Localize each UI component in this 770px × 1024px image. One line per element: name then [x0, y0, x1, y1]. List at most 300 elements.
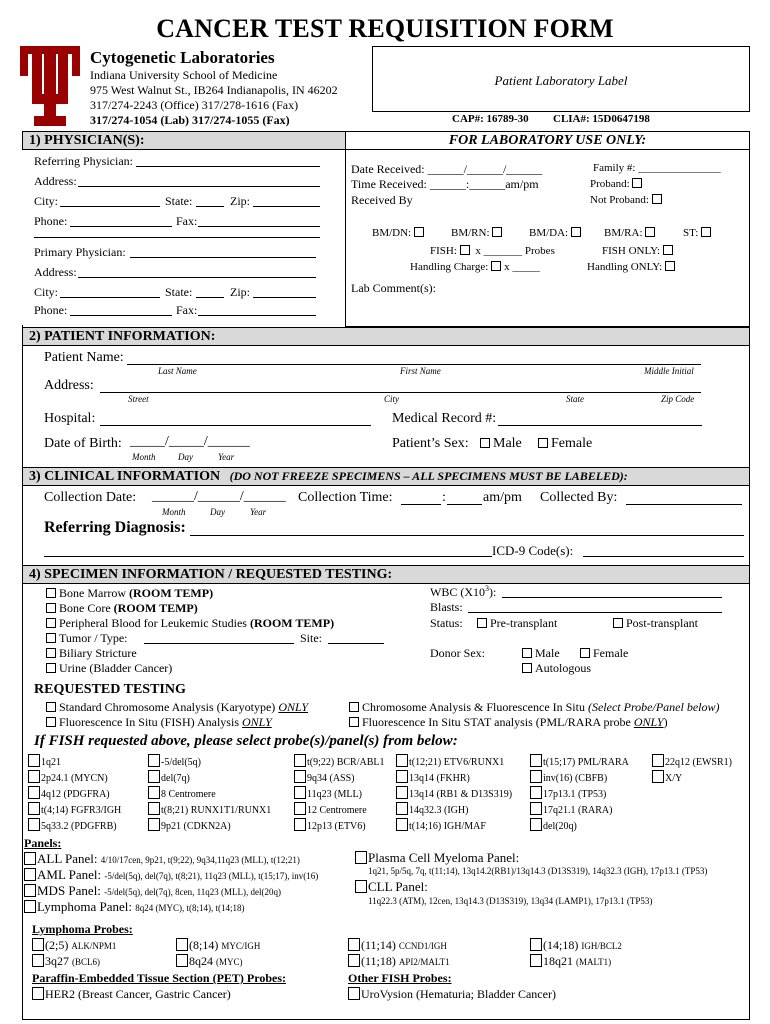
donor-female-checkbox[interactable] [580, 648, 590, 658]
probe-checkbox[interactable] [28, 754, 40, 767]
lp-11-14-probe: CCND1/IGH [398, 941, 447, 951]
probe-label: 9p21 (CDKN2A) [161, 821, 231, 832]
probe-label: 11q23 (MLL) [307, 789, 362, 800]
specimen-section-header: 4) SPECIMEN INFORMATION / REQUESTED TESTING: [22, 565, 750, 584]
donor-female-label: Female [593, 646, 629, 660]
mrn-field[interactable] [498, 425, 702, 426]
probe-checkbox[interactable] [652, 754, 664, 767]
lymphoma-panel-checkbox[interactable] [24, 900, 36, 913]
fish-only-option[interactable] [602, 245, 676, 257]
urovysion-checkbox[interactable] [348, 987, 360, 1000]
probe-checkbox[interactable] [28, 802, 40, 815]
not-proband-checkbox[interactable] [652, 194, 662, 204]
clia-number: CLIA#: 15D0647198 [553, 113, 650, 125]
probe-label: 17q21.1 (RARA) [543, 805, 613, 816]
probe-checkbox[interactable] [396, 754, 408, 767]
male-checkbox[interactable] [480, 438, 490, 448]
probe-label: inv(16) (CBFB) [543, 773, 608, 784]
cll-panel-option[interactable] [355, 879, 428, 895]
probe-checkbox[interactable] [28, 770, 40, 783]
first-name-caption: First Name [400, 366, 441, 376]
probe-label: 12p13 (ETV6) [307, 821, 366, 832]
pcm-panel-label: Plasma Cell Myeloma Panel: [368, 850, 520, 865]
mrn-label: Medical Record #: [392, 411, 497, 426]
probe-checkbox[interactable] [530, 786, 542, 799]
phone2-field[interactable] [70, 315, 172, 316]
bm-da-option[interactable] [529, 227, 584, 239]
lp-11-14-option[interactable] [348, 938, 447, 953]
physician-section-header: 1) PHYSICIAN(S): [22, 131, 346, 150]
fish-stat-only: ONLY [633, 715, 664, 729]
lymphoma-panel-probes: 8q24 (MYC), t(8;14), t(14;18) [135, 903, 245, 913]
probe-checkbox[interactable] [396, 770, 408, 783]
biliary-option[interactable] [46, 646, 137, 661]
donor-sex-label: Donor Sex: [430, 646, 485, 660]
probe-option[interactable] [530, 818, 577, 832]
not-proband-label: Not Proband: [590, 194, 649, 206]
wbc-field[interactable] [502, 597, 722, 598]
patient-label-text: Patient Laboratory Label [494, 73, 628, 88]
date-received[interactable]: Date Received: ______/______/______ [351, 162, 543, 176]
panels-header-text: Panels [24, 836, 58, 850]
address2-label: Address: [34, 265, 77, 279]
female-option[interactable] [538, 436, 592, 452]
city2-label: City: [34, 285, 59, 299]
blood-room-temp: (ROOM TEMP) [249, 616, 335, 630]
her2-option[interactable] [32, 987, 231, 1002]
lymphoma-probes-header-text: Lymphoma Probes [32, 922, 129, 936]
probe-label: 9q34 (ASS) [307, 773, 355, 784]
city2-field[interactable] [60, 297, 160, 298]
dob-month-caption: Month [132, 452, 156, 462]
probe-option[interactable] [294, 770, 355, 784]
probe-checkbox[interactable] [28, 818, 40, 831]
lp-2-5-probe: ALK/NPM1 [71, 941, 117, 951]
probe-option[interactable] [396, 786, 512, 800]
fish-analysis-checkbox[interactable] [46, 717, 56, 727]
referring-physician-field[interactable] [136, 166, 320, 167]
female-label: Female [551, 436, 593, 451]
fish-stat-end: ) [663, 715, 668, 729]
probe-option[interactable] [530, 786, 606, 800]
probe-checkbox[interactable] [396, 818, 408, 831]
all-panel-checkbox[interactable] [24, 852, 36, 865]
patient-label-box[interactable] [372, 46, 750, 112]
donor-female-option[interactable] [580, 646, 628, 661]
blasts-field[interactable] [468, 612, 722, 613]
probe-label: t(15;17) PML/RARA [543, 757, 629, 768]
separator-line [34, 237, 320, 238]
site-field[interactable] [328, 643, 384, 644]
probe-option[interactable] [396, 818, 486, 832]
bone-core-checkbox[interactable] [46, 603, 56, 613]
collected-by-label: Collected By: [540, 490, 618, 505]
patient-section-header: 2) PATIENT INFORMATION: [22, 327, 750, 346]
st-checkbox[interactable] [701, 227, 711, 237]
bm-ra-option[interactable] [604, 227, 658, 239]
iu-logo [20, 46, 80, 130]
probe-checkbox[interactable] [530, 770, 542, 783]
probe-checkbox[interactable] [148, 754, 160, 767]
patient-name-label: Patient Name: [44, 350, 124, 365]
probe-checkbox[interactable] [28, 786, 40, 799]
fax2-field[interactable] [198, 315, 316, 316]
bone-marrow-option[interactable] [46, 586, 213, 601]
lp-2-5-label: (2;5) [45, 938, 69, 952]
all-panel-option[interactable] [24, 851, 300, 867]
lp-18q21-checkbox[interactable] [530, 954, 542, 967]
lp-8-14-probe: MYC/IGH [221, 941, 261, 951]
fish-option[interactable] [430, 245, 555, 257]
patient-name-field[interactable] [127, 364, 701, 365]
probe-option[interactable] [28, 802, 121, 816]
fish-stat-label: Fluorescence In Situ STAT analysis (PML/RARA probe [362, 715, 631, 729]
bm-rn-option[interactable] [451, 227, 505, 239]
bm-da-checkbox[interactable] [571, 227, 581, 237]
bone-marrow-checkbox[interactable] [46, 588, 56, 598]
probe-label: 1q21 [41, 757, 61, 768]
lp-8q24-label: 8q24 [189, 954, 213, 968]
state-field[interactable] [196, 206, 224, 207]
phone-label: Phone: [34, 214, 68, 228]
biliary-checkbox[interactable] [46, 648, 56, 658]
autologous-checkbox[interactable] [522, 663, 532, 673]
state2-label: State: [165, 285, 193, 299]
probe-option[interactable] [294, 802, 367, 816]
probe-option[interactable] [148, 770, 190, 784]
st-label: ST: [683, 227, 699, 239]
referring-physician-label: Referring Physician: [34, 154, 133, 168]
probe-option[interactable] [294, 754, 385, 768]
post-transplant-checkbox[interactable] [613, 618, 623, 628]
probe-option[interactable] [652, 770, 682, 784]
bone-core-option[interactable] [46, 601, 198, 616]
cll-panel-probes: 11q22.3 (ATM), 12cen, 13q14.3 (D13S319), 13q34 (LAMP1), 17p13.1 (TP53) [368, 896, 653, 906]
probe-option[interactable] [652, 754, 732, 768]
collection-time-sep: : [442, 490, 446, 505]
probe-option[interactable] [294, 818, 366, 832]
probe-option[interactable] [28, 786, 110, 800]
probe-option[interactable] [28, 770, 108, 784]
urine-checkbox[interactable] [46, 663, 56, 673]
lp-8-14-option[interactable] [176, 938, 260, 953]
probe-label: 2p24.1 (MYCN) [41, 773, 108, 784]
bone-marrow-label: Bone Marrow [59, 586, 126, 600]
chrom-fish-option[interactable] [349, 700, 720, 715]
lp-11-14-label: (11;14) [361, 938, 396, 952]
donor-male-checkbox[interactable] [522, 648, 532, 658]
bm-dn-label: BM/DN: [372, 227, 412, 239]
last-name-caption: Last Name [158, 366, 197, 376]
patient-address-field[interactable] [100, 392, 701, 393]
panels-header: Panels: [24, 836, 62, 850]
bm-rn-label: BM/RN: [451, 227, 490, 239]
collected-by-field[interactable] [626, 504, 742, 505]
probe-checkbox[interactable] [530, 754, 542, 767]
urine-option[interactable] [46, 661, 172, 676]
fish-probes-header: If FISH requested above, please select probe(s)/panel(s) from below: [34, 733, 458, 749]
probe-label: del(20q) [543, 821, 577, 832]
probe-option[interactable] [396, 802, 468, 816]
cll-panel-checkbox[interactable] [355, 880, 367, 893]
probe-option[interactable] [28, 754, 61, 768]
probe-checkbox[interactable] [294, 802, 306, 815]
lp-11-18-probe: API2/MALT1 [398, 957, 450, 967]
lp-18q21-label: 18q21 [543, 954, 573, 968]
lab-use-header: FOR LABORATORY USE ONLY: [345, 131, 750, 150]
fax-field[interactable] [198, 226, 320, 227]
diagnosis-label-text: Referring Diagnosis [44, 519, 181, 536]
fish-only-checkbox[interactable] [663, 245, 673, 255]
lp-8q24-checkbox[interactable] [176, 954, 188, 967]
clinical-note: (DO NOT FREEZE SPECIMENS – ALL SPECIMENS MUST BE LABELED): [229, 469, 628, 483]
probe-checkbox[interactable] [396, 786, 408, 799]
donor-male-label: Male [535, 646, 560, 660]
urovysion-option[interactable] [348, 987, 556, 1002]
blood-option[interactable] [46, 616, 334, 631]
address2-field[interactable] [78, 277, 316, 278]
received-by[interactable]: Received By [351, 193, 413, 207]
lp-8q24-option[interactable] [176, 954, 243, 969]
dob-year-caption: Year [218, 452, 235, 462]
tumor-checkbox[interactable] [46, 633, 56, 643]
clinical-header-text: 3) CLINICAL INFORMATION [29, 469, 221, 484]
city-caption: City [384, 394, 399, 404]
probe-checkbox[interactable] [530, 818, 542, 831]
lymphoma-panel-label: Lymphoma Panel: [37, 899, 132, 914]
wbc-label [430, 584, 496, 600]
st-option[interactable] [683, 227, 714, 239]
lp-14-18-checkbox[interactable] [530, 938, 542, 951]
female-checkbox[interactable] [538, 438, 548, 448]
lp-14-18-probe: IGH/BCL2 [581, 941, 622, 951]
other-probes-header: Other FISH Probes: [348, 971, 452, 985]
lab-address: 975 West Walnut St., IB264 Indianapolis, IN 46202 [90, 83, 338, 97]
her2-label: HER2 (Breast Cancer, Gastric Cancer) [45, 987, 231, 1001]
bm-rn-checkbox[interactable] [492, 227, 502, 237]
male-option[interactable] [480, 436, 522, 452]
proband-option[interactable] [590, 178, 645, 190]
probe-checkbox[interactable] [294, 754, 306, 767]
fish-analysis-label: Fluorescence In Situ (FISH) Analysis [59, 715, 239, 729]
biliary-label: Biliary Stricture [59, 646, 137, 660]
aml-panel-checkbox[interactable] [24, 868, 36, 881]
probe-label: 13q14 (RB1 & D13S319) [409, 789, 513, 800]
bm-dn-checkbox[interactable] [414, 227, 424, 237]
post-transplant-label: Post-transplant [626, 616, 698, 630]
probe-option[interactable] [148, 818, 231, 832]
probe-option[interactable] [530, 770, 607, 784]
mds-panel-probes: -5/del(5q), del(7q), 8cen, 11q23 (MLL), del(20q) [104, 887, 282, 897]
bm-ra-checkbox[interactable] [645, 227, 655, 237]
zip-field[interactable] [253, 206, 320, 207]
lp-11-18-checkbox[interactable] [348, 954, 360, 967]
zip-caption: Zip Code [661, 394, 695, 404]
phone2-label: Phone: [34, 303, 68, 317]
lp-3q27-checkbox[interactable] [32, 954, 44, 967]
state-caption: State [566, 394, 584, 404]
mds-panel-checkbox[interactable] [24, 884, 36, 897]
cll-panel-label: CLL Panel: [368, 879, 428, 894]
zip2-field[interactable] [253, 297, 316, 298]
donor-male-option[interactable] [522, 646, 560, 661]
patient-sex-label: Patient’s Sex: [392, 436, 469, 451]
pre-transplant-checkbox[interactable] [477, 618, 487, 628]
probe-checkbox[interactable] [148, 786, 160, 799]
probe-label: 4q12 (PDGFRA) [41, 789, 110, 800]
collection-time-hour[interactable] [401, 504, 441, 505]
bone-core-label: Bone Core [59, 601, 111, 615]
state2-field[interactable] [196, 297, 224, 298]
lp-8-14-checkbox[interactable] [176, 938, 188, 951]
handling-charge-label: Handling Charge: [410, 261, 489, 273]
autologous-option[interactable] [522, 661, 591, 676]
probe-option[interactable] [396, 754, 504, 768]
probe-label: 14q32.3 (IGH) [409, 805, 469, 816]
pet-probes-header: Paraffin-Embedded Tissue Section (PET) Probes: [32, 971, 287, 985]
mds-panel-label: MDS Panel: [37, 883, 101, 898]
bm-da-label: BM/DA: [529, 227, 569, 239]
lp-18q21-option[interactable] [530, 954, 611, 969]
bm-dn-option[interactable] [372, 227, 427, 239]
lp-2-5-checkbox[interactable] [32, 938, 44, 951]
lab-phone-office: 317/274-2243 (Office) 317/278-1616 (Fax) [90, 98, 299, 112]
fax-label: Fax: [176, 214, 198, 228]
wbc-superscript: 3 [485, 584, 489, 593]
collection-date-field[interactable]: ______/______/______ [152, 489, 286, 504]
probe-option[interactable] [28, 818, 117, 832]
standard-karyotype-checkbox[interactable] [46, 702, 56, 712]
fax2-label: Fax: [176, 303, 198, 317]
probe-checkbox[interactable] [652, 770, 664, 783]
pre-transplant-label: Pre-transplant [490, 616, 558, 630]
time-received[interactable]: Time Received: ______:______am/pm [351, 177, 539, 191]
pcm-panel-checkbox[interactable] [355, 851, 367, 864]
bone-marrow-room-temp: (ROOM TEMP) [128, 586, 214, 600]
icd-field[interactable] [583, 556, 744, 557]
lab-school: Indiana University School of Medicine [90, 68, 278, 82]
lab-phone-lab: 317/274-1054 (Lab) 317/274-1055 (Fax) [90, 113, 290, 127]
lp-3q27-option[interactable] [32, 954, 100, 969]
primary-physician-label: Primary Physician: [34, 245, 126, 259]
probe-label: 8 Centromere [161, 789, 216, 800]
bone-core-room-temp: (ROOM TEMP) [113, 601, 198, 615]
collection-time-label: Collection Time: [298, 490, 393, 505]
lymphoma-probes-header: Lymphoma Probes: [32, 922, 133, 936]
handling-only-checkbox[interactable] [665, 261, 675, 271]
probe-option[interactable] [294, 786, 362, 800]
lymphoma-panel-option[interactable] [24, 899, 244, 915]
blood-checkbox[interactable] [46, 618, 56, 628]
fish-analysis-option[interactable] [46, 715, 272, 730]
her2-checkbox[interactable] [32, 987, 44, 1000]
fish-only-label: FISH ONLY: [602, 245, 661, 257]
mds-panel-option[interactable] [24, 883, 281, 899]
probe-checkbox[interactable] [148, 818, 160, 831]
lp-2-5-option[interactable] [32, 938, 116, 953]
urovysion-label: UroVysion (Hematuria; Bladder Cancer) [361, 987, 556, 1001]
probe-checkbox[interactable] [294, 786, 306, 799]
fish-only-text: ONLY [241, 715, 272, 729]
handling-charge-option[interactable] [410, 261, 540, 273]
aml-panel-probes: -5/del(5q), del(7q), t(8;21), 11q23 (MLL), t(15;17), inv(16) [104, 871, 319, 881]
probe-option[interactable] [148, 786, 216, 800]
lp-11-14-checkbox[interactable] [348, 938, 360, 951]
probe-checkbox[interactable] [148, 770, 160, 783]
probe-option[interactable] [530, 754, 629, 768]
probe-option[interactable] [396, 770, 470, 784]
probe-label: t(12;21) ETV6/RUNX1 [409, 757, 505, 768]
proband-checkbox[interactable] [632, 178, 642, 188]
diagnosis-label: Referring Diagnosis: [44, 519, 186, 536]
handling-only-option[interactable] [587, 261, 678, 273]
probe-checkbox[interactable] [148, 802, 160, 815]
probe-option[interactable] [148, 802, 271, 816]
tumor-option[interactable] [46, 631, 128, 646]
chrom-fish-checkbox[interactable] [349, 702, 359, 712]
pcm-panel-option[interactable] [355, 850, 519, 866]
lp-14-18-option[interactable] [530, 938, 622, 953]
probe-checkbox[interactable] [294, 818, 306, 831]
collection-time-minute[interactable] [447, 504, 482, 505]
probe-option[interactable] [148, 754, 201, 768]
fish-stat-option[interactable] [349, 715, 668, 730]
not-proband-option[interactable] [590, 194, 665, 206]
probe-label: t(9;22) BCR/ABL1 [307, 757, 385, 768]
fish-checkbox[interactable] [460, 245, 470, 255]
lp-8q24-probe: (MYC) [216, 957, 243, 967]
standard-karyotype-option[interactable] [46, 700, 308, 715]
handling-charge-checkbox[interactable] [491, 261, 501, 271]
address-field[interactable] [78, 186, 320, 187]
probe-label: 17p13.1 (TP53) [543, 789, 607, 800]
dob-label: Date of Birth: [44, 436, 122, 451]
chrom-fish-label: Chromosome Analysis & Fluorescence In Situ [362, 700, 585, 714]
probe-label: t(14;16) IGH/MAF [409, 821, 486, 832]
probe-label: 13q14 (FKHR) [409, 773, 470, 784]
probe-checkbox[interactable] [294, 770, 306, 783]
probe-label: t(8;21) RUNX1T1/RUNX1 [161, 805, 272, 816]
fish-stat-checkbox[interactable] [349, 717, 359, 727]
lp-11-18-option[interactable] [348, 954, 450, 969]
patient-address-label: Address: [44, 378, 94, 393]
probe-checkbox[interactable] [530, 802, 542, 815]
lp-3q27-probe: (BCL6) [72, 957, 100, 967]
post-transplant-option[interactable] [613, 616, 698, 631]
family-number[interactable]: Family #: _______________ [593, 162, 721, 174]
phone-field[interactable] [70, 226, 172, 227]
probe-option[interactable] [530, 802, 612, 816]
wbc-text: WBC (X10 [430, 585, 485, 599]
blasts-label: Blasts: [430, 600, 463, 614]
primary-physician-field[interactable] [130, 257, 316, 258]
standard-only: ONLY [278, 700, 309, 714]
fish-label: FISH: [430, 245, 457, 257]
diagnosis-field[interactable] [190, 535, 744, 536]
male-label: Male [493, 436, 522, 451]
cap-number: CAP#: 16789-30 [452, 113, 529, 125]
city-field[interactable] [60, 206, 160, 207]
hospital-field[interactable] [100, 425, 371, 426]
aml-panel-option[interactable] [24, 867, 318, 883]
diagnosis-field-2[interactable] [44, 556, 492, 557]
pre-transplant-option[interactable] [477, 616, 557, 631]
tumor-type-field[interactable] [144, 643, 294, 644]
lab-comment-label[interactable]: Lab Comment(s): [351, 281, 436, 295]
probe-checkbox[interactable] [396, 802, 408, 815]
probe-label: 22q12 (EWSR1) [665, 757, 732, 768]
dob-field[interactable]: _____/_____/______ [130, 434, 250, 449]
